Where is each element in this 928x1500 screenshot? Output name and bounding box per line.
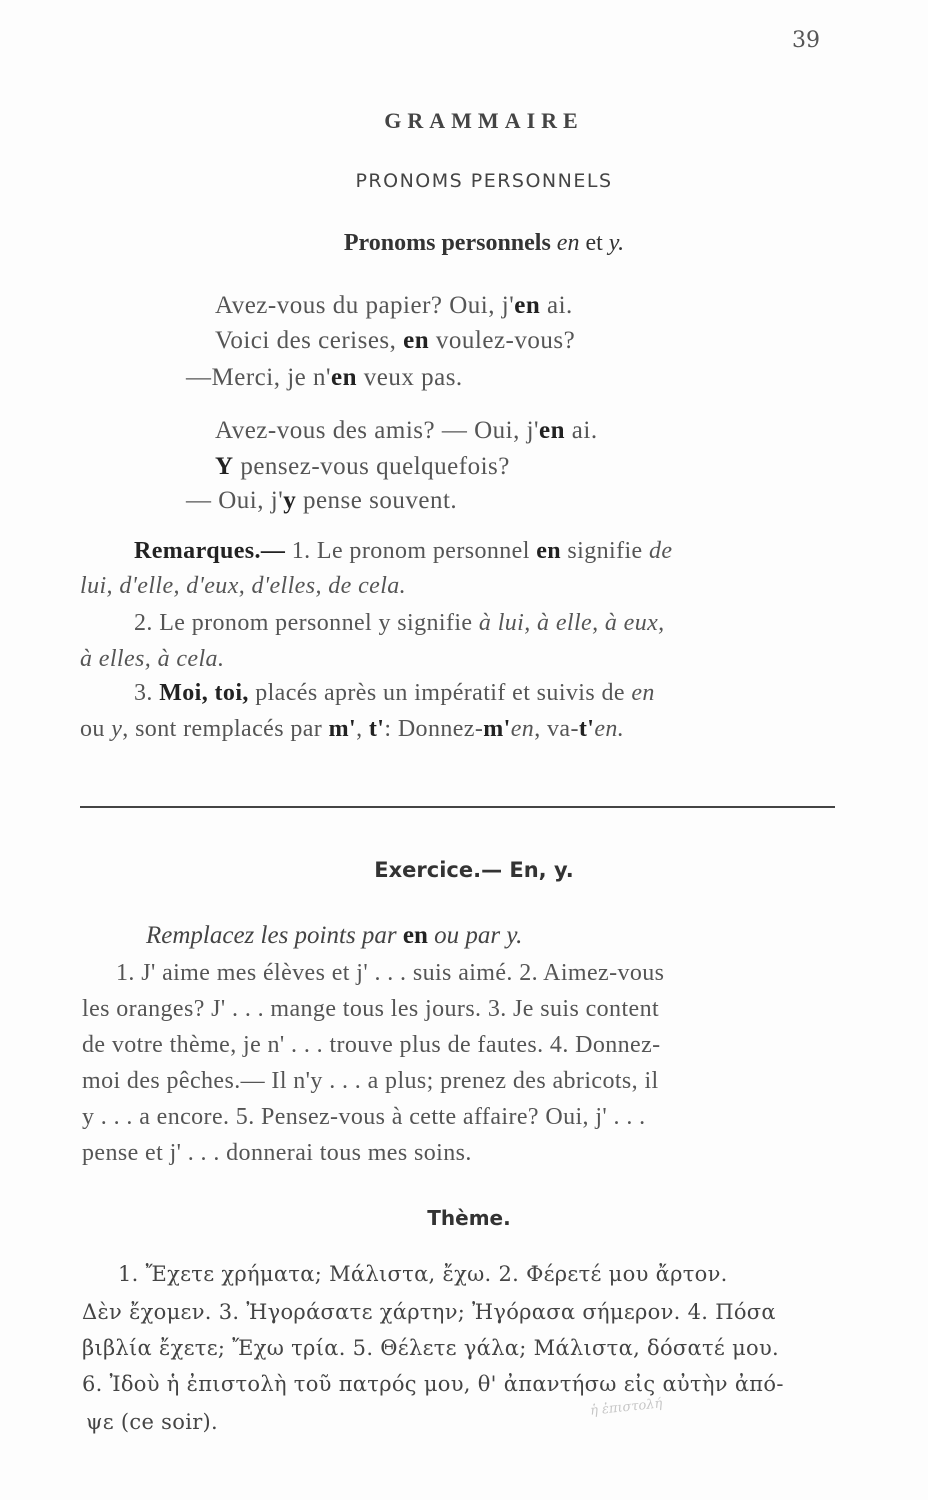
theme-title: Thème.: [427, 1206, 511, 1230]
exercice-line: de votre thème, je n' . . . trouve plus de fautes. 4. Donnez-: [82, 1032, 661, 1058]
subtitle: [0, 230, 928, 257]
exercice-line: 1. J' aime mes élèves et j' . . . suis aimé. 2. Aimez-vous: [116, 960, 665, 986]
exercice-line: moi des pêches.— Il n'y . . . a plus; prenez des abricots, il: [82, 1068, 659, 1094]
example-line: —Merci, je n'en veux pas.: [186, 364, 463, 391]
remark-3-line-1: 3. Moi, toi, placés après un impératif et suivis de en: [134, 680, 655, 706]
subtitle-prefix: Pronoms personnels: [343, 230, 551, 256]
pencil-annotation: ἡ ἐπιστολή: [589, 1396, 664, 1419]
theme-line: 6. Ἰδοὺ ἡ ἐπιστολὴ τοῦ πατρός μου, θ' ἀπαντήσω εἰς αὐτὴν ἀπό-: [82, 1372, 784, 1396]
remark-1-line-2: lui, d'elle, d'eux, d'elles, de cela.: [80, 573, 407, 599]
example-line: Avez-vous du papier? Oui, j'en ai.: [215, 292, 573, 319]
exercice-instruction: Remplacez les points par en ou par y.: [146, 922, 523, 949]
example-line: Y pensez-vous quelquefois?: [215, 453, 510, 480]
exercice-line: les oranges? J' . . . mange tous les jours. 3. Je suis content: [82, 996, 660, 1022]
section-title: GRAMMAIRE: [384, 108, 584, 133]
remark-2-line-2: à elles, à cela.: [80, 646, 225, 672]
remarques-label: Remarques.—: [134, 538, 286, 564]
example-line: — Oui, j'y pense souvent.: [186, 487, 458, 514]
subtitle-y: y.: [608, 230, 625, 256]
exercice-line: pense et j' . . . donnerai tous mes soins.: [82, 1140, 472, 1166]
theme-line: ψε (ce soir).: [86, 1410, 219, 1434]
section-divider: [80, 806, 835, 808]
remark-3-line-2: ou y, sont remplacés par m', t': Donnez-m'en, va-t'en.: [80, 716, 625, 742]
page-number: 39: [792, 28, 820, 53]
remark-1-line-1: Remarques.— 1. Le pronom personnel en signifie de: [134, 538, 673, 564]
exercice-title: Exercice.— En, y.: [374, 858, 574, 882]
exercice-line: y . . . a encore. 5. Pensez-vous à cette affaire? Oui, j' . . .: [82, 1104, 646, 1130]
theme-line: Δὲν ἔχομεν. 3. Ἠγοράσατε χάρτην; Ἠγόρασα σήμερον. 4. Πόσα: [82, 1300, 776, 1324]
subtitle-en: en: [556, 230, 580, 256]
theme-line: βιβλία ἔχετε; Ἔχω τρία. 5. Θέλετε γάλα; Μάλιστα, δόσατέ μου.: [82, 1336, 780, 1360]
subtitle-et: et: [585, 230, 603, 256]
example-line: Avez-vous des amis? — Oui, j'en ai.: [215, 417, 598, 444]
example-line: Voici des cerises, en voulez-vous?: [215, 327, 576, 354]
topic-title: PRONOMS PERSONNELS: [355, 170, 613, 192]
remark-2-line-1: 2. Le pronom personnel y signifie à lui, à elle, à eux,: [134, 610, 665, 636]
theme-line: 1. Ἔχετε χρήματα; Μάλιστα, ἔχω. 2. Φέρετέ μου ἄρτον.: [118, 1262, 728, 1286]
